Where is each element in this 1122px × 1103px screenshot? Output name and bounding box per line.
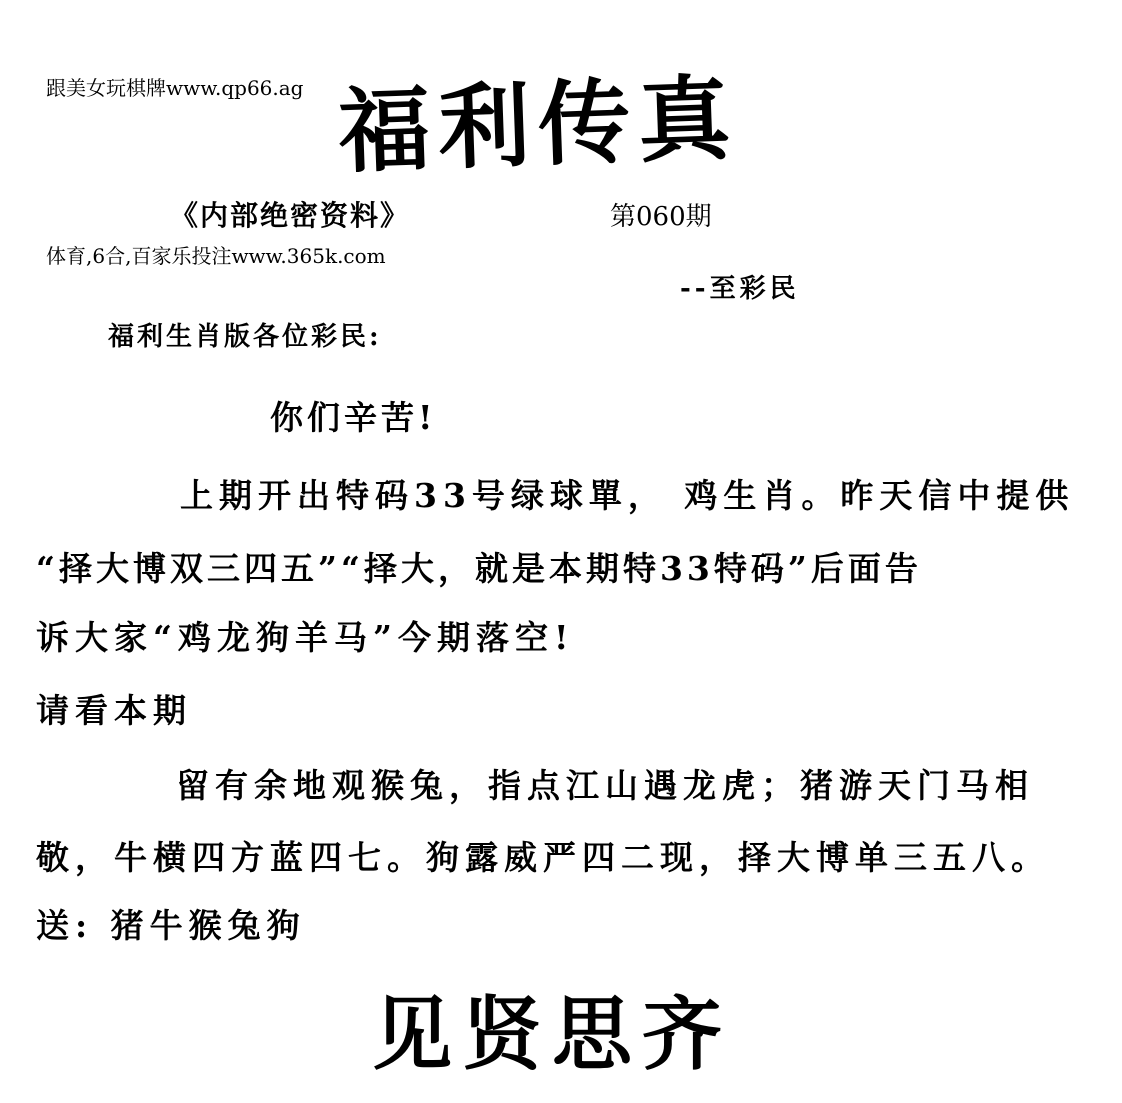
letter-hello: 你们辛苦! — [270, 398, 437, 437]
paragraph2: 请看本期 — [36, 691, 192, 730]
middle-ad-text: 体育,6合,百家乐投注www.365k.com — [46, 244, 386, 268]
subtitle: 《内部绝密资料》 — [170, 199, 411, 232]
main-title: 福利传真 — [336, 64, 741, 186]
issue-number: 第060期 — [610, 202, 712, 232]
paragraph1-line3: 诉大家“鸡龙狗羊马”今期落空! — [36, 618, 575, 657]
sender-line: --至彩民 — [680, 274, 800, 304]
footer-title: 见贤思齐 — [372, 987, 732, 1081]
poem-line1: 留有余地观猴兔，指点江山遇龙虎；猪游天门马相 — [176, 766, 1034, 805]
paragraph1-line2: “择大博双三四五”“择大，就是本期特33特码”后面告 — [36, 549, 922, 588]
send-zodiac-line: 送: 猪牛猴兔狗 — [36, 906, 306, 945]
poem-line2: 敬，牛横四方蓝四七。狗露威严四二现，择大博单三五八。 — [36, 838, 1050, 877]
paragraph1-line1: 上期开出特码33号绿球單， 鸡生肖。昨天信中提供 — [180, 476, 1075, 515]
letter-greeting: 福利生肖版各位彩民: — [108, 322, 382, 352]
top-ad-text: 跟美女玩棋牌www.qp66.ag — [46, 76, 304, 100]
